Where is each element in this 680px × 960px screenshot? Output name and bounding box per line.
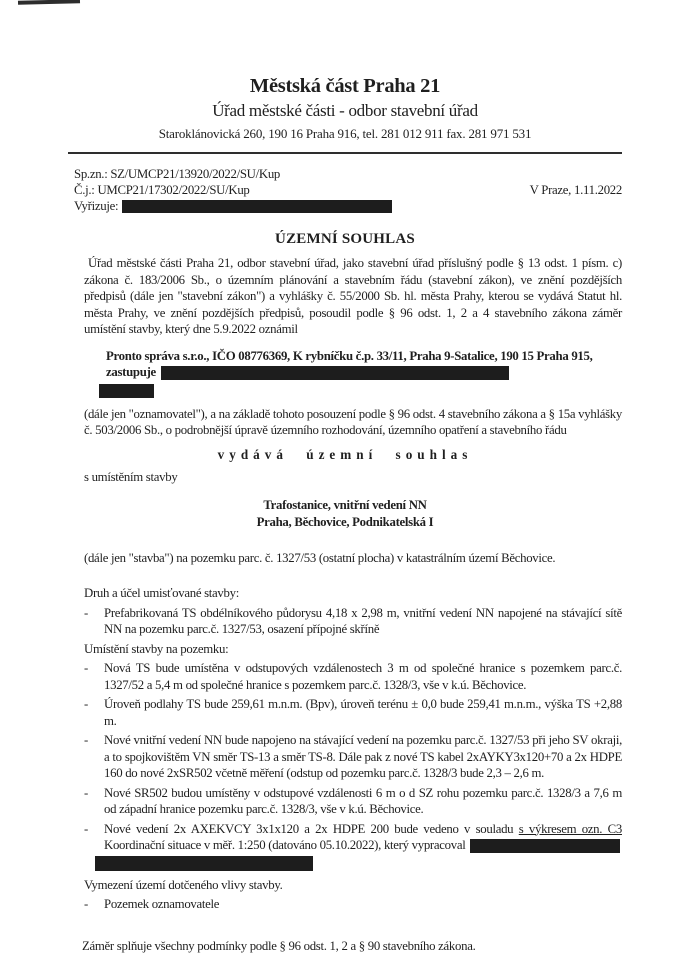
redaction-bar xyxy=(161,366,509,380)
bullet-dash: - xyxy=(84,697,88,711)
bullet-dash: - xyxy=(84,821,88,836)
bullet-dash: - xyxy=(84,785,88,800)
list-item-text: Pozemek oznamovatele xyxy=(104,897,220,911)
bullet-dash: - xyxy=(84,733,88,747)
bullet-dash: - xyxy=(84,897,88,911)
redaction-bar xyxy=(99,384,154,398)
bullet-dash: - xyxy=(84,661,88,675)
list-item-text-post: Koordinační situace v měř. 1:250 (datováno 05.10.2022), který vypracoval xyxy=(104,838,469,852)
section-affected-heading: Vymezení území dotčeného vlivy stavby. xyxy=(84,877,283,892)
grant-statement: vydává územní souhlas xyxy=(217,446,473,462)
list-item xyxy=(82,660,622,693)
section-purpose-heading: Druh a účel umisťované stavby: xyxy=(84,586,239,600)
letterhead xyxy=(68,74,622,154)
header-rule xyxy=(68,152,622,154)
represented-by-label: zastupuje xyxy=(106,365,156,379)
list-item xyxy=(82,821,622,871)
project-name-block xyxy=(68,497,622,531)
list-item xyxy=(82,785,622,818)
list-item-text-underlined: s výkresem ozn. C3 xyxy=(518,821,622,836)
list-item xyxy=(82,696,622,729)
closing-statement: Záměr splňuje všechny podmínky podle § 96 odst. 1, 2 a § 90 stavebního zákona. xyxy=(82,938,476,953)
list-item xyxy=(82,605,622,638)
document-title: ÚZEMNÍ SOUHLAS xyxy=(275,230,415,247)
org-department: Úřad městské části - odbor stavební úřad xyxy=(212,101,478,120)
legal-basis-paragraph: (dále jen "oznamovatel"), a na základě tohoto posouzení podle § 96 odst. 4 stavebního zákona a § 15a vyhlášky č. 503/2006 Sb., o podrobnější úpravě územního rozhodování, územního opatření a stavebního řádu xyxy=(84,406,622,437)
scan-artifact-mark xyxy=(18,0,80,5)
list-item-text: Úroveň podlahy TS bude 259,61 m.n.m. (Bpv), úroveň terénu ± 0,0 bude 259,41 m.n.m., výška TS +2,88 m. xyxy=(104,697,622,728)
org-title: Městská část Praha 21 xyxy=(249,75,441,97)
parcel-paragraph: (dále jen "stavba") na pozemku parc. č. 1327/53 (ostatní plocha) v katastrálním území Běchovice. xyxy=(84,550,556,565)
list-item xyxy=(82,732,622,782)
list-item-text: Nové SR502 budou umístěny v odstupové vzdálenosti 6 m o d SZ rohu pozemku parc.č. 1328/3 a 7,6 m od západní hranice pozemku parc.č. 1328/3, vše v k.ú. Běchovice. xyxy=(104,785,622,816)
applicant-block xyxy=(106,348,622,365)
applicant-representative-row xyxy=(106,364,622,398)
placement-lead: s umístěním stavby xyxy=(84,470,178,484)
list-item-text: Nové vnitřní vedení NN bude napojeno na stávající vedení na pozemku parc.č. 1327/53 při jeho SV okraji, a to spojkovištěm VN směr TS-13 a směr TS-8. Dále pak z nové TS kabel 2xAYKY3x120+70 a 2x HDPE 160 do nové 2xSR502 včetně měření (odstup od pozemku parc.č. 1328/3 bude 2,3 – 2,6 m. xyxy=(104,733,622,780)
project-location: Praha, Běchovice, Podnikatelská I xyxy=(256,514,434,529)
redaction-bar xyxy=(122,200,392,213)
project-name: Trafostanice, vnitřní vedení NN xyxy=(263,497,427,512)
list-item-text: Prefabrikovaná TS obdélníkového půdorysu 4,18 x 2,98 m, vnitřní vedení NN napojené na stávající sítě NN na pozemku parc.č. 1327/53, osazení přípojné skříně xyxy=(104,605,622,636)
place-date: V Praze, 1.11.2022 xyxy=(529,182,622,197)
ref-number: Č.j.: UMCP21/17302/2022/SU/Kup xyxy=(74,182,250,197)
list-item xyxy=(82,896,622,913)
list-item-text: Nová TS bude umístěna v odstupových vzdálenostech 3 m od společné hranice s pozemkem parc.č. 1327/52 a 5,4 m od společné hranice s pozemkem parc.č. 1328/3, vše v k.ú. Běchovice. xyxy=(104,661,622,692)
list-item-text-pre: Nové vedení 2x AXEKVCY 3x1x120 a 2x HDPE 200 bude vedeno v souladu xyxy=(104,821,519,836)
applicant-name: Pronto správa s.r.o., IČO 08776369, K rybníčku č.p. 33/11, Praha 9-Satalice, 190 15 Praha 915, xyxy=(106,348,593,363)
handled-by-label: Vyřizuje: xyxy=(74,199,119,213)
org-address: Staroklánovická 260, 190 16 Praha 916, tel. 281 012 911 fax. 281 971 531 xyxy=(158,126,532,141)
file-number: Sp.zn.: SZ/UMCP21/13920/2022/SU/Kup xyxy=(74,167,281,181)
bullet-dash: - xyxy=(84,605,88,620)
intro-paragraph: Úřad městské části Praha 21, odbor stavební úřad, jako stavební úřad příslušný podle § 13 odst. 1 písm. c) zákona č. 183/2006 Sb., o územním plánování a stavebním řádu (stavební zákon), ve znění pozdějších předpisů (dále jen "stavební zákon") a vyhlášky č. 55/2000 Sb. hl. města Prahy, kterou se vydává Statut hl. města Prahy, ve znění pozdějších předpisů, posoudil podle § 96 odst. 1, 2 a 4 stavebního zákona záměr umístění stavby, který dne 5.9.2022 oznámil xyxy=(84,256,622,336)
redaction-bar xyxy=(95,856,313,871)
redaction-bar xyxy=(470,839,620,853)
reference-block xyxy=(74,167,622,215)
section-placement-heading: Umístění stavby na pozemku: xyxy=(84,641,229,656)
